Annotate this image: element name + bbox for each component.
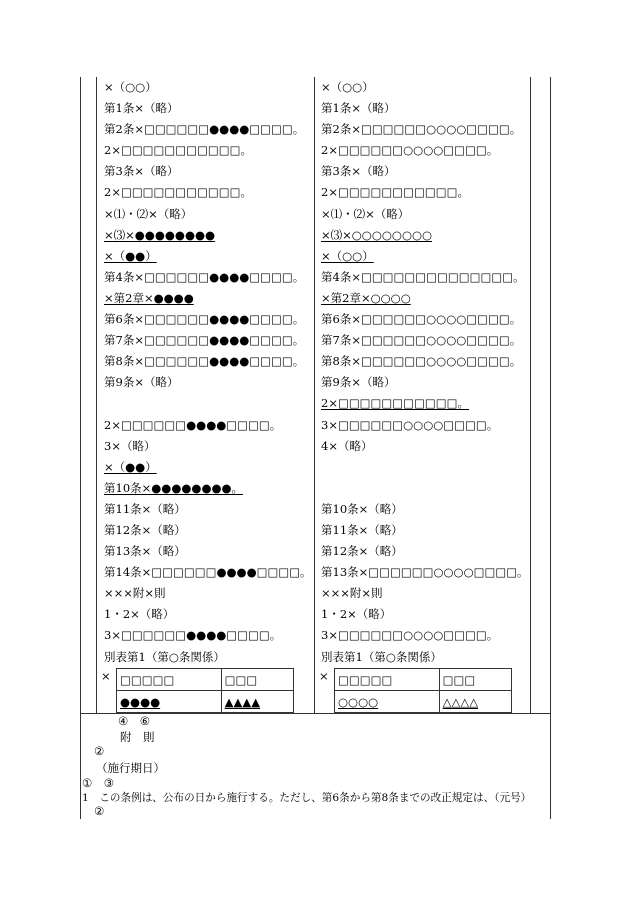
left-column-line bbox=[104, 267, 312, 288]
left-column-line bbox=[104, 625, 312, 646]
right-column-line-text: 第7条×□□□□□□○○○○□□□□。 bbox=[321, 333, 522, 348]
left-column-line bbox=[104, 583, 312, 604]
right-column-line bbox=[321, 267, 528, 288]
left-table-header-1: □□□□□ bbox=[117, 669, 222, 691]
right-column-line bbox=[321, 647, 528, 668]
right-column-line-text: 3×□□□□□□○○○○□□□□。 bbox=[321, 417, 499, 432]
right-column-line-text: 第10条×（略） bbox=[321, 501, 403, 516]
left-column-line-text: 第10条×●●●●●●●●。 bbox=[104, 480, 244, 495]
right-column-line-text: 4×（略） bbox=[321, 438, 373, 453]
left-column-line bbox=[104, 562, 312, 583]
right-column-line-text: ×⑶×○○○○○○○○ bbox=[321, 227, 433, 242]
right-column-line bbox=[321, 330, 528, 351]
right-column-line-text: 別表第1（第○条関係） bbox=[321, 649, 442, 664]
left-column-line bbox=[104, 140, 312, 161]
effective-date-heading: （施行期日） bbox=[96, 761, 165, 775]
supplementary-heading: 附 則 bbox=[120, 730, 155, 744]
right-column-line bbox=[321, 225, 528, 246]
right-table-header-2: □□□ bbox=[439, 669, 511, 691]
left-column-line bbox=[104, 225, 312, 246]
right-column-line bbox=[321, 562, 528, 583]
left-table-cell-2-text: ▲▲▲▲ bbox=[224, 694, 261, 709]
left-column-line bbox=[104, 541, 312, 562]
right-column-line bbox=[321, 478, 528, 499]
left-column-line bbox=[104, 77, 312, 98]
right-column-line bbox=[321, 625, 528, 646]
left-column-line-text: 第11条×（略） bbox=[104, 501, 186, 516]
left-column-line bbox=[104, 161, 312, 182]
right-column-line bbox=[321, 520, 528, 541]
right-column-line-text: 第4条×□□□□□□□□□□□□□□。 bbox=[321, 269, 525, 284]
left-column-line-text: 2×□□□□□□□□□□□。 bbox=[104, 185, 252, 200]
left-column-line-text: 2×□□□□□□□□□□□。 bbox=[104, 143, 252, 158]
paragraph-1: 1 この条例は、公布の日から施行する。ただし、第6条から第8条までの改正規定は、（元号） bbox=[82, 792, 532, 804]
inner-left-border bbox=[96, 77, 97, 713]
right-column-line-text: 第3条×（略） bbox=[321, 164, 396, 179]
right-table-cell-2-text: △△△△ bbox=[442, 694, 479, 709]
left-column-line-text: 第7条×□□□□□□●●●●□□□□。 bbox=[104, 333, 305, 348]
footer-marks-row2: ① ③ bbox=[82, 776, 115, 790]
left-column-line-text: 第2条×□□□□□□●●●●□□□□。 bbox=[104, 122, 305, 137]
left-column-line-text: 第6条×□□□□□□●●●●□□□□。 bbox=[104, 312, 305, 327]
right-column-line bbox=[321, 182, 528, 203]
left-column-line bbox=[104, 647, 312, 668]
left-column-line-text: ×（●●） bbox=[104, 459, 157, 474]
right-column-line bbox=[321, 372, 528, 393]
right-column-line bbox=[321, 77, 528, 98]
right-column-line bbox=[321, 161, 528, 182]
inner-right-border bbox=[530, 77, 531, 713]
left-column bbox=[104, 77, 312, 668]
left-column-line-text: ×（○○） bbox=[104, 80, 157, 94]
frame-bottom-line bbox=[80, 713, 550, 714]
left-column-line-text: 第8条×□□□□□□●●●●□□□□。 bbox=[104, 354, 305, 369]
right-column-line bbox=[321, 541, 528, 562]
left-column-line bbox=[104, 288, 312, 309]
outer-right-border bbox=[550, 77, 551, 819]
right-column-line-text: 2×□□□□□□□□□□□。 bbox=[321, 185, 469, 200]
right-column-line bbox=[321, 204, 528, 225]
footer-marks-row1: ④ ⑥ bbox=[118, 714, 151, 728]
right-column-line bbox=[321, 583, 528, 604]
right-column bbox=[321, 77, 528, 668]
left-column-line-text: ×第2章×●●●● bbox=[104, 290, 194, 305]
left-column-line-text: 3×（略） bbox=[104, 438, 156, 453]
right-column-line bbox=[321, 393, 528, 414]
right-table-cell-1 bbox=[335, 691, 440, 713]
left-column-line bbox=[104, 372, 312, 393]
right-column-line bbox=[321, 499, 528, 520]
left-column-line-text: 第14条×□□□□□□●●●●□□□□。 bbox=[104, 565, 312, 580]
left-column-line bbox=[104, 330, 312, 351]
left-column-line bbox=[104, 309, 312, 330]
left-column-line-text: ×××附×則 bbox=[104, 586, 166, 601]
left-column-line bbox=[104, 415, 312, 436]
right-column-line-text: ×⑴・⑵×（略） bbox=[321, 206, 410, 221]
left-column-line bbox=[104, 246, 312, 267]
column-divider bbox=[314, 77, 315, 713]
right-column-line bbox=[321, 457, 528, 478]
left-column-line bbox=[104, 457, 312, 478]
left-column-line-text: 第3条×（略） bbox=[104, 164, 179, 179]
left-column-line bbox=[104, 182, 312, 203]
left-table-cell-2 bbox=[221, 691, 293, 713]
left-column-line-text: 3×□□□□□□●●●●□□□□。 bbox=[104, 628, 282, 643]
right-column-line bbox=[321, 246, 528, 267]
right-column-line bbox=[321, 604, 528, 625]
left-column-line bbox=[104, 520, 312, 541]
left-column-line bbox=[104, 436, 312, 457]
left-column-line bbox=[104, 499, 312, 520]
left-appendix-table bbox=[98, 668, 294, 713]
right-column-line-text: 3×□□□□□□○○○○□□□□。 bbox=[321, 628, 499, 643]
right-table-cell-2 bbox=[439, 691, 511, 713]
left-table-marker: × bbox=[98, 669, 117, 713]
left-table-header-2: □□□ bbox=[221, 669, 293, 691]
left-table-cell-1 bbox=[117, 691, 222, 713]
left-column-line-text: 第1条×（略） bbox=[104, 101, 179, 116]
right-column-line-text: 第11条×（略） bbox=[321, 522, 403, 537]
right-column-line-text: ×××附×則 bbox=[321, 586, 383, 601]
right-column-line bbox=[321, 309, 528, 330]
right-column-line-text: 第2条×□□□□□□○○○○□□□□。 bbox=[321, 122, 522, 137]
left-column-line bbox=[104, 351, 312, 372]
right-column-line-text: 第6条×□□□□□□○○○○□□□□。 bbox=[321, 312, 522, 327]
left-column-line bbox=[104, 204, 312, 225]
right-column-line-text: ×（○○） bbox=[321, 80, 374, 94]
right-column-line-text: 2×□□□□□□○○○○□□□□。 bbox=[321, 143, 499, 158]
left-table-cell-1-text: ●●●● bbox=[120, 694, 161, 709]
right-appendix-table bbox=[316, 668, 512, 713]
outer-left-border bbox=[80, 77, 81, 819]
right-column-line-text: ×第2章×○○○○ bbox=[321, 290, 411, 305]
right-column-line-text: 第12条×（略） bbox=[321, 544, 403, 559]
right-column-line-text: 第1条×（略） bbox=[321, 101, 396, 116]
left-column-line-text: 第4条×□□□□□□●●●●□□□□。 bbox=[104, 269, 305, 284]
right-table-cell-1-text: ○○○○ bbox=[338, 694, 379, 709]
right-column-line bbox=[321, 351, 528, 372]
left-column-line-text: 第9条×（略） bbox=[104, 375, 179, 390]
right-column-line-text: 2×□□□□□□□□□□□。 bbox=[321, 396, 469, 411]
right-column-line bbox=[321, 140, 528, 161]
left-column-line bbox=[104, 393, 312, 414]
right-column-line-text: ×（○○） bbox=[321, 248, 374, 263]
right-table-header-1: □□□□□ bbox=[335, 669, 440, 691]
left-column-line bbox=[104, 604, 312, 625]
right-column-line bbox=[321, 415, 528, 436]
right-column-line bbox=[321, 436, 528, 457]
left-column-line-text: 1・2×（略） bbox=[104, 607, 175, 622]
right-column-line-text: 第13条×□□□□□□○○○○□□□□。 bbox=[321, 565, 529, 580]
left-column-line-text: ×⑴・⑵×（略） bbox=[104, 206, 193, 221]
left-column-line-text: 別表第1（第○条関係） bbox=[104, 649, 225, 664]
left-column-line bbox=[104, 478, 312, 499]
right-column-line-text: 1・2×（略） bbox=[321, 607, 392, 622]
left-column-line-text: 第12条×（略） bbox=[104, 522, 186, 537]
right-column-line bbox=[321, 119, 528, 140]
footer-mark-2b: ② bbox=[94, 804, 105, 818]
right-column-line-text: 第9条×（略） bbox=[321, 375, 396, 390]
right-table-marker: × bbox=[316, 669, 335, 713]
left-column-line-text: 2×□□□□□□●●●●□□□□。 bbox=[104, 417, 282, 432]
left-column-line-text: ×⑶×●●●●●●●● bbox=[104, 227, 216, 242]
right-column-line bbox=[321, 288, 528, 309]
left-column-line bbox=[104, 98, 312, 119]
right-column-line-text: 第8条×□□□□□□○○○○□□□□。 bbox=[321, 354, 522, 369]
right-column-line bbox=[321, 98, 528, 119]
left-column-line-text: ×（●●） bbox=[104, 248, 157, 263]
left-column-line bbox=[104, 119, 312, 140]
left-column-line-text: 第13条×（略） bbox=[104, 544, 186, 559]
footer-mark-2a: ② bbox=[94, 744, 105, 758]
